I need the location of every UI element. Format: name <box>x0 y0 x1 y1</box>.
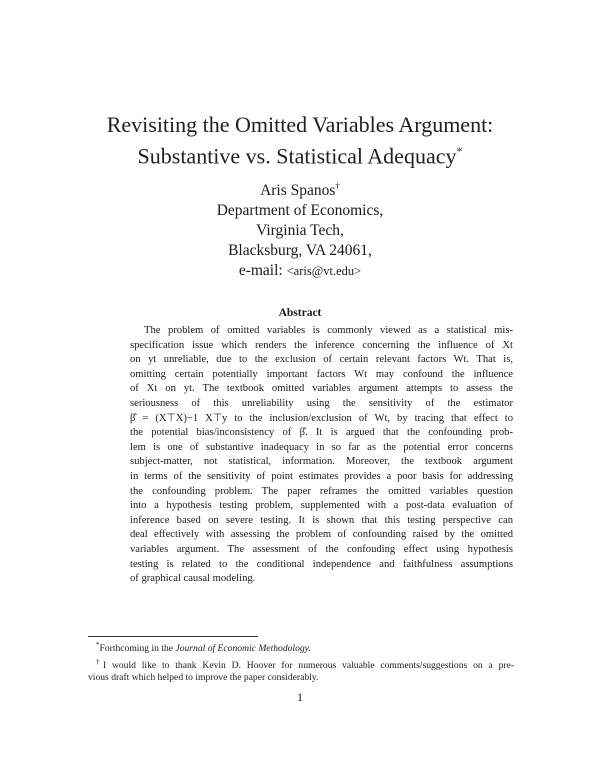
author-name-line <box>0 176 600 201</box>
footnote-2-text-1: I would like to thank Kevin D. Hoover for numerous valuable comments/suggestions on a pre- <box>102 659 515 671</box>
abstract-line: omitting certain potentially important factors Wt may confound the influence <box>130 368 513 380</box>
abstract-line: the confounding problem. The paper reframes the omitted variables question <box>130 485 513 497</box>
author-name: Aris Spanos <box>260 182 336 200</box>
author-location: Blacksburg, VA 24061, <box>228 242 372 260</box>
author-email-line <box>0 261 600 281</box>
abstract-line: the potential bias/inconsistency of β̂. It is argued that the confounding prob- <box>130 427 513 439</box>
email-address: <aris@vt.edu> <box>286 264 362 279</box>
abstract-line: inference based on severe testing. It is shown that this testing perspective can <box>130 514 513 526</box>
abstract-line: of Xt on yt. The textbook omitted variables argument attempts to assess the <box>130 383 513 395</box>
footnote-1-text: Forthcoming in the <box>99 643 176 655</box>
page-number: 1 <box>297 690 303 704</box>
abstract-line: seriousness of this unreliability using the sensitivity of the estimator <box>130 397 513 409</box>
footnote-1-marker: * <box>96 641 100 649</box>
abstract-line: in terms of the sensitivity of point estimates provides a poor basis for addressing <box>130 470 513 482</box>
footnote-2-marker: † <box>96 657 103 666</box>
abstract-line: β̂ = (X⊤X)−1 X⊤y to the inclusion/exclusion of Wt, by tracing that effect to <box>130 412 513 424</box>
abstract-line: The problem of omitted variables is commonly viewed as a statistical mis- <box>144 325 513 336</box>
abstract-line: of graphical causal modeling. <box>130 573 256 585</box>
abstract-line: subject-matter, not statistical, information. Moreover, the textbook argument <box>130 456 513 468</box>
abstract-line: into a hypothesis testing problem, supplemented with a post-data evaluation of <box>130 500 513 512</box>
abstract-line: on yt unreliable, due to the exclusion of certain relevant factors Wt. That is, <box>130 354 513 366</box>
paper-title <box>0 112 600 169</box>
footnote-rule <box>88 636 258 637</box>
author-block <box>0 176 600 281</box>
title-footnote-marker: * <box>456 144 463 158</box>
title-line-2-text: Substantive vs. Statistical Adequacy <box>137 143 457 169</box>
abstract-line: specification issue which renders the inference concerning the influence of Xt <box>130 339 513 351</box>
abstract-heading: Abstract <box>278 307 322 319</box>
footnote-1 <box>88 639 514 656</box>
abstract-body <box>130 324 513 587</box>
footnote-2-line-2: vious draft which helped to improve the paper considerably. <box>88 672 319 684</box>
author-department: Department of Economics, <box>216 202 384 220</box>
abstract-line: variables argument. The assessment of the confouding effect using hypothesis <box>130 543 513 555</box>
abstract-line: lem is one of substantive inadequacy in so far as the potential error concerns <box>130 441 513 453</box>
email-label: e-mail: <box>238 262 283 280</box>
author-university: Virginia Tech, <box>256 222 344 240</box>
footnotes <box>88 639 514 685</box>
abstract-line: testing is related to the conditional independence and faithfulness assumptions <box>130 558 513 570</box>
footnote-1-journal: Journal of Economic Methodology. <box>175 643 311 655</box>
author-footnote-marker: † <box>335 181 340 191</box>
title-line-2 <box>0 138 600 169</box>
abstract-line: deal effectively with assessing the problem of confounding raised by the omitted <box>130 529 513 541</box>
title-line-1: Revisiting the Omitted Variables Argument: <box>106 112 494 137</box>
footnote-2-line-1 <box>88 656 514 673</box>
